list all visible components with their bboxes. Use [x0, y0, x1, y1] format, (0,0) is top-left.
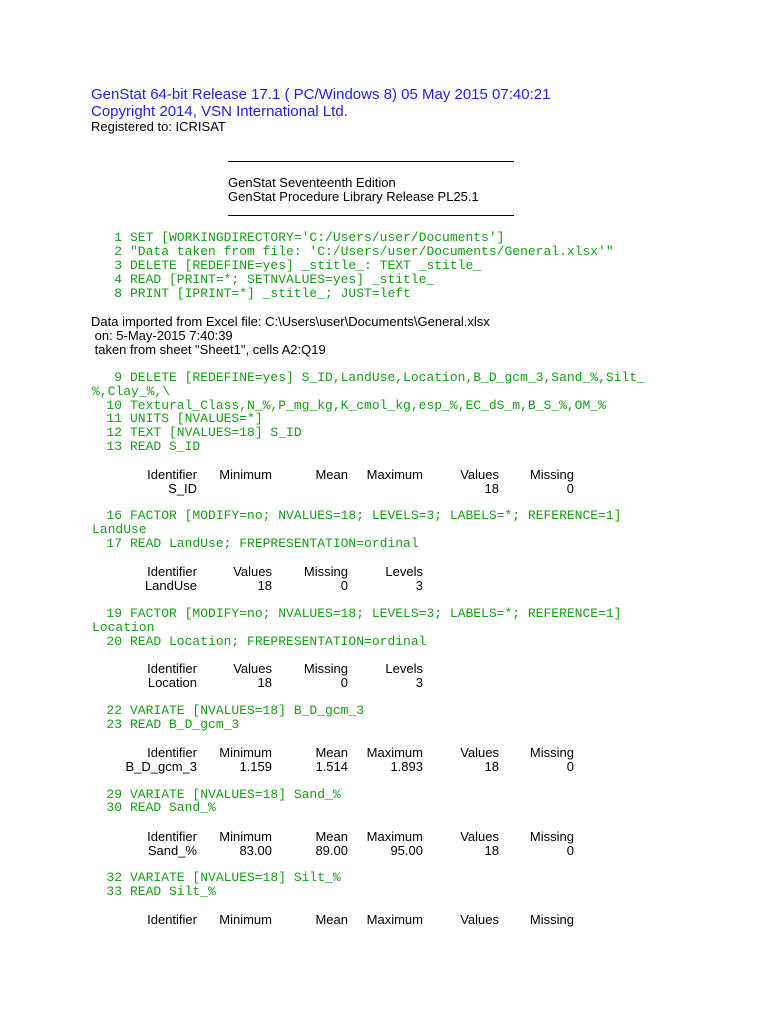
cell-values: 18 — [484, 759, 499, 774]
command-line: 22 VARIATE [NVALUES=18] B_D_gcm_3 — [106, 703, 365, 718]
cell-identifier: Location — [147, 675, 197, 690]
cell-identifier: B_D_gcm_3 — [125, 759, 197, 774]
col-values: Values — [460, 912, 499, 927]
command-line: 8 PRINT [IPRINT=*] _stitle_; JUST=left — [114, 286, 411, 301]
col-levels: Levels — [385, 661, 423, 676]
col-maximum: Maximum — [366, 745, 423, 760]
command-line: 29 VARIATE [NVALUES=18] Sand_% — [106, 787, 341, 802]
command-line: 30 READ Sand_% — [106, 800, 216, 815]
summary-table-sand — [0, 829, 768, 859]
command-line: 19 FACTOR [MODIFY=no; NVALUES=18; LEVELS=3; LABELS=*; REFERENCE=1] — [106, 606, 622, 621]
cell-identifier: Sand_% — [147, 843, 197, 858]
import-sheet-line: taken from sheet "Sheet1", cells A2:Q19 — [91, 342, 326, 357]
cell-levels: 3 — [415, 675, 423, 690]
command-line: 17 READ LandUse; FREPRESENTATION=ordinal — [106, 536, 419, 551]
command-line: 16 FACTOR [MODIFY=no; NVALUES=18; LEVELS=3; LABELS=*; REFERENCE=1] — [106, 508, 622, 523]
col-values: Values — [460, 467, 499, 482]
import-file-line: Data imported from Excel file: C:\Users\user\Documents\General.xlsx — [91, 314, 490, 329]
cell-maximum: 1.893 — [390, 759, 423, 774]
cell-missing: 0 — [566, 759, 574, 774]
col-values: Values — [233, 564, 272, 579]
cell-values: 18 — [257, 675, 272, 690]
registered-line: Registered to: ICRISAT — [91, 119, 226, 134]
col-identifier: Identifier — [147, 829, 197, 844]
edition-line: GenStat Seventeenth Edition — [228, 175, 396, 190]
cell-missing: 0 — [566, 481, 574, 496]
cell-mean: 1.514 — [315, 759, 348, 774]
col-missing: Missing — [529, 829, 574, 844]
cell-missing: 0 — [566, 843, 574, 858]
col-identifier: Identifier — [147, 661, 197, 676]
cell-values: 18 — [484, 481, 499, 496]
command-line: 1 SET [WORKINGDIRECTORY='C:/Users/user/Documents'] — [114, 230, 505, 245]
cell-mean: 89.00 — [315, 843, 348, 858]
col-maximum: Maximum — [366, 829, 423, 844]
command-line: 3 DELETE [REDEFINE=yes] _stitle_: TEXT _stitle_ — [114, 258, 482, 273]
command-line: 12 TEXT [NVALUES=18] S_ID — [106, 425, 302, 440]
col-minimum: Minimum — [219, 829, 272, 844]
col-mean: Mean — [315, 829, 348, 844]
factor-table-landuse — [0, 564, 768, 594]
col-values: Values — [460, 745, 499, 760]
cell-minimum: 1.159 — [239, 759, 272, 774]
command-line: 13 READ S_ID — [106, 439, 201, 454]
summary-table-sid — [0, 467, 768, 497]
command-line: 20 READ Location; FREPRESENTATION=ordinal — [106, 634, 427, 649]
col-identifier: Identifier — [147, 745, 197, 760]
col-values: Values — [460, 829, 499, 844]
command-line: 10 Textural_Class,N_%,P_mg_kg,K_cmol_kg,esp_%,EC_dS_m,B_S_%,OM_% — [106, 398, 606, 413]
col-levels: Levels — [385, 564, 423, 579]
col-minimum: Minimum — [219, 467, 272, 482]
cell-levels: 3 — [415, 578, 423, 593]
command-line: 23 READ B_D_gcm_3 — [106, 717, 240, 732]
command-line: 33 READ Silt_% — [106, 884, 216, 899]
banner-rule-top — [228, 161, 514, 162]
col-identifier: Identifier — [147, 912, 197, 927]
col-mean: Mean — [315, 745, 348, 760]
cell-identifier: LandUse — [144, 578, 197, 593]
col-missing: Missing — [529, 912, 574, 927]
col-mean: Mean — [315, 912, 348, 927]
col-values: Values — [233, 661, 272, 676]
cell-values: 18 — [484, 843, 499, 858]
col-identifier: Identifier — [147, 564, 197, 579]
command-line: 11 UNITS [NVALUES=*] — [106, 411, 263, 426]
col-maximum: Maximum — [366, 467, 423, 482]
cell-missing: 0 — [340, 675, 348, 690]
library-line: GenStat Procedure Library Release PL25.1 — [228, 189, 479, 204]
cell-missing: 0 — [340, 578, 348, 593]
import-date-line: on: 5-May-2015 7:40:39 — [91, 328, 233, 343]
col-missing: Missing — [303, 661, 348, 676]
release-line: GenStat 64-bit Release 17.1 ( PC/Windows 8) 05 May 2015 07:40:21 — [91, 86, 551, 103]
col-mean: Mean — [315, 467, 348, 482]
col-minimum: Minimum — [219, 912, 272, 927]
command-line: 9 DELETE [REDEFINE=yes] S_ID,LandUse,Location,B_D_gcm_3,Sand_%,Silt_ — [114, 370, 645, 385]
copyright-line: Copyright 2014, VSN International Ltd. — [91, 103, 348, 120]
cell-minimum: 83.00 — [239, 843, 272, 858]
summary-table-silt — [0, 912, 768, 928]
col-identifier: Identifier — [147, 467, 197, 482]
col-missing: Missing — [529, 745, 574, 760]
command-line: 4 READ [PRINT=*; SETNVALUES=yes] _stitle_ — [114, 272, 435, 287]
summary-table-bd — [0, 745, 768, 775]
col-maximum: Maximum — [366, 912, 423, 927]
command-continuation: %,Clay_%,\ — [92, 384, 171, 399]
command-line: 2 "Data taken from file: 'C:/Users/user/Documents/General.xlsx'" — [114, 244, 614, 259]
col-missing: Missing — [529, 467, 574, 482]
cell-maximum: 95.00 — [390, 843, 423, 858]
col-missing: Missing — [303, 564, 348, 579]
command-continuation: Location — [92, 620, 155, 635]
cell-values: 18 — [257, 578, 272, 593]
factor-table-location — [0, 661, 768, 691]
col-minimum: Minimum — [219, 745, 272, 760]
cell-identifier: S_ID — [168, 481, 197, 496]
command-continuation: LandUse — [92, 522, 147, 537]
banner-rule-bottom — [228, 215, 514, 216]
command-line: 32 VARIATE [NVALUES=18] Silt_% — [106, 870, 341, 885]
